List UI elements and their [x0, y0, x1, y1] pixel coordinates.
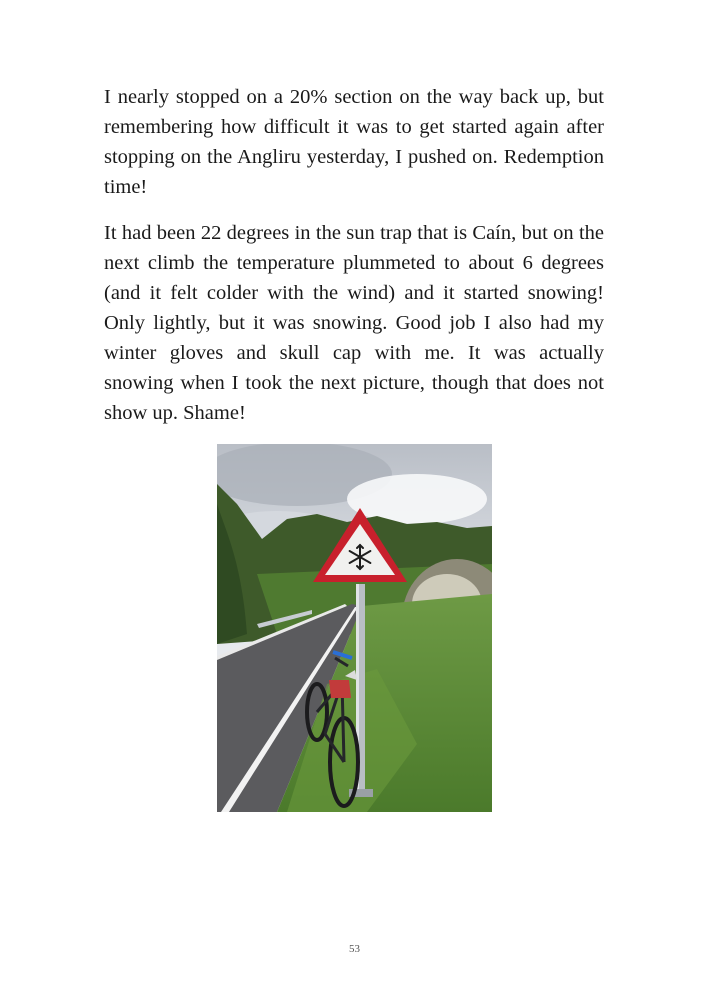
snow-warning-sign-photo [217, 444, 492, 812]
body-paragraph-1: I nearly stopped on a 20% section on the way back up, but remembering how difficult it was to get started again after stopping on the Angliru yesterday, I pushed on. Redemption time! [104, 86, 604, 198]
body-paragraph-2: It had been 22 degrees in the sun trap that is Caín, but on the next climb the temperature plummeted to about 6 degrees (and it felt colder with the wind) and it started snowing! Only lightly, but it was snowing. Good job I also had my winter gloves and skull cap with me. It was actually snowing when I took the next picture, though that does not show up. Shame! [104, 222, 604, 424]
page-number: 53 [349, 943, 360, 955]
